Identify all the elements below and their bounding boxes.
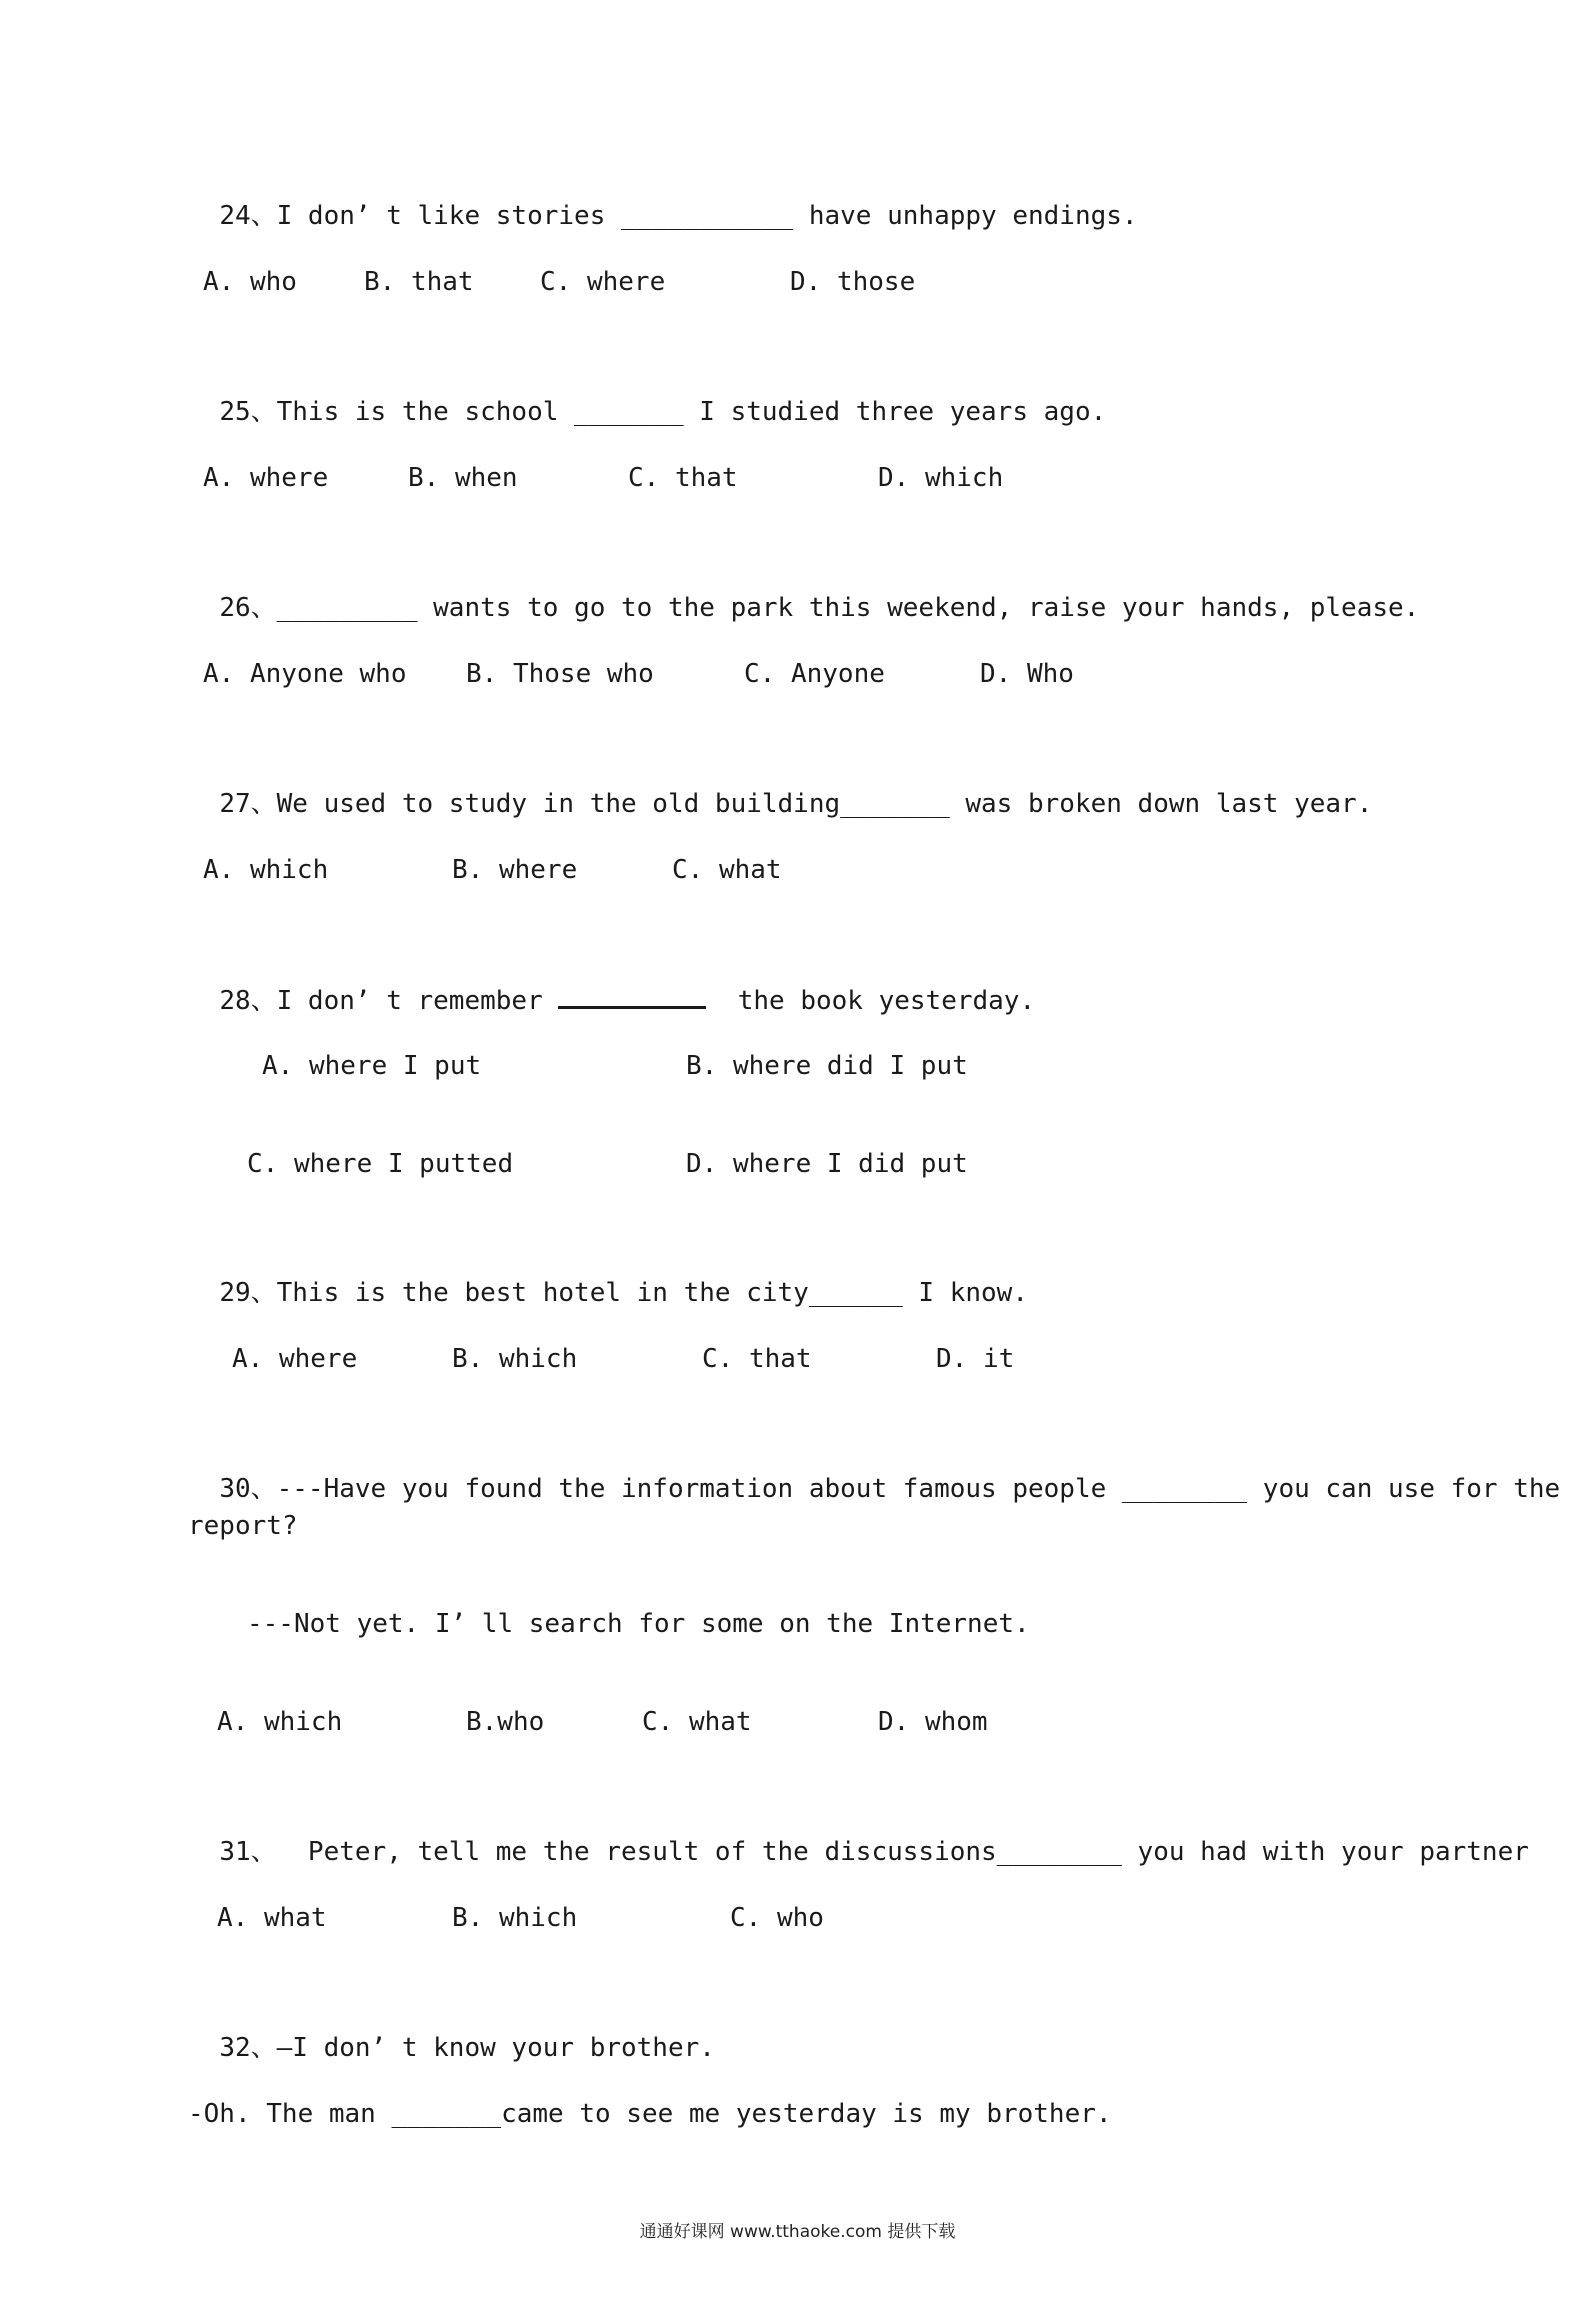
option-a: A. where (203, 463, 329, 493)
option-a: A. where I put (262, 1051, 482, 1081)
option-a: A. what (217, 1903, 327, 1933)
question-number: 26、 (219, 593, 277, 623)
option-b: B. that (364, 267, 474, 297)
question-text: This is the school _______ I studied three years ago. (276, 397, 1107, 427)
option-a: A. who (203, 267, 297, 297)
option-b: B. where (452, 855, 578, 885)
option-b: B.who (466, 1707, 545, 1737)
question-text-after: the book yesterday. (737, 986, 1036, 1016)
question-30-continuation: report? (188, 1511, 298, 1541)
option-c: C. Anyone (744, 659, 885, 689)
question-number: 24、 (219, 201, 277, 231)
question-30 (188, 1441, 1560, 1505)
question-25 (188, 364, 1106, 428)
option-b: B. Those who (466, 659, 654, 689)
option-c: C. what (672, 855, 782, 885)
option-c: C. where I putted (247, 1149, 514, 1179)
question-27 (188, 756, 1372, 820)
question-number: 29、 (219, 1278, 277, 1308)
option-c: C. what (642, 1707, 752, 1737)
question-text: –I don’ t know your brother. (276, 2033, 715, 2063)
option-d: D. where I did put (686, 1149, 968, 1179)
option-b: B. where did I put (686, 1051, 968, 1081)
option-c: C. that (702, 1344, 812, 1374)
question-text: Peter, tell me the result of the discussions________ you had with your partner (276, 1837, 1529, 1867)
question-26 (188, 560, 1419, 624)
question-text: I don’ t like stories ___________ have unhappy endings. (276, 201, 1138, 231)
question-32 (188, 2000, 715, 2064)
question-32-reply: -Oh. The man _______came to see me yesterday is my brother. (188, 2099, 1112, 2129)
question-text: We used to study in the old building_______ was broken down last year. (276, 789, 1373, 819)
question-text: This is the best hotel in the city______ I know. (276, 1278, 1028, 1308)
question-number: 25、 (219, 397, 277, 427)
question-29 (188, 1245, 1028, 1309)
option-b: B. which (452, 1903, 578, 1933)
option-d: D. whom (878, 1707, 988, 1737)
option-d: D. those (790, 267, 916, 297)
question-number: 32、 (219, 2033, 277, 2063)
question-31 (188, 1804, 1529, 1868)
option-b: B. which (452, 1344, 578, 1374)
question-text: _________ wants to go to the park this weekend, raise your hands, please. (276, 593, 1420, 623)
question-number: 28、 (219, 986, 277, 1016)
option-c: C. that (628, 463, 738, 493)
question-text-before: I don’ t remember (276, 986, 543, 1016)
question-24 (188, 168, 1138, 232)
option-a: A. which (203, 855, 329, 885)
option-c: C. where (540, 267, 666, 297)
option-d: D. it (936, 1344, 1015, 1374)
question-number: 30、 (219, 1474, 277, 1504)
question-number: 31、 (219, 1837, 277, 1867)
answer-blank (558, 984, 706, 1009)
question-text: ---Have you found the information about famous people ________ you can use for the (276, 1474, 1561, 1504)
option-c: C. who (730, 1903, 824, 1933)
question-28 (188, 952, 1035, 1017)
question-number: 27、 (219, 789, 277, 819)
option-d: D. Who (980, 659, 1074, 689)
page-footer: 通通好课网 www.tthaoke.com 提供下载 (639, 2222, 956, 2242)
question-30-reply: ---Not yet. I’ ll search for some on the Internet. (247, 1609, 1030, 1639)
option-a: A. where (232, 1344, 358, 1374)
option-d: D. which (878, 463, 1004, 493)
option-b: B. when (408, 463, 518, 493)
option-a: A. which (217, 1707, 343, 1737)
option-a: A. Anyone who (203, 659, 407, 689)
